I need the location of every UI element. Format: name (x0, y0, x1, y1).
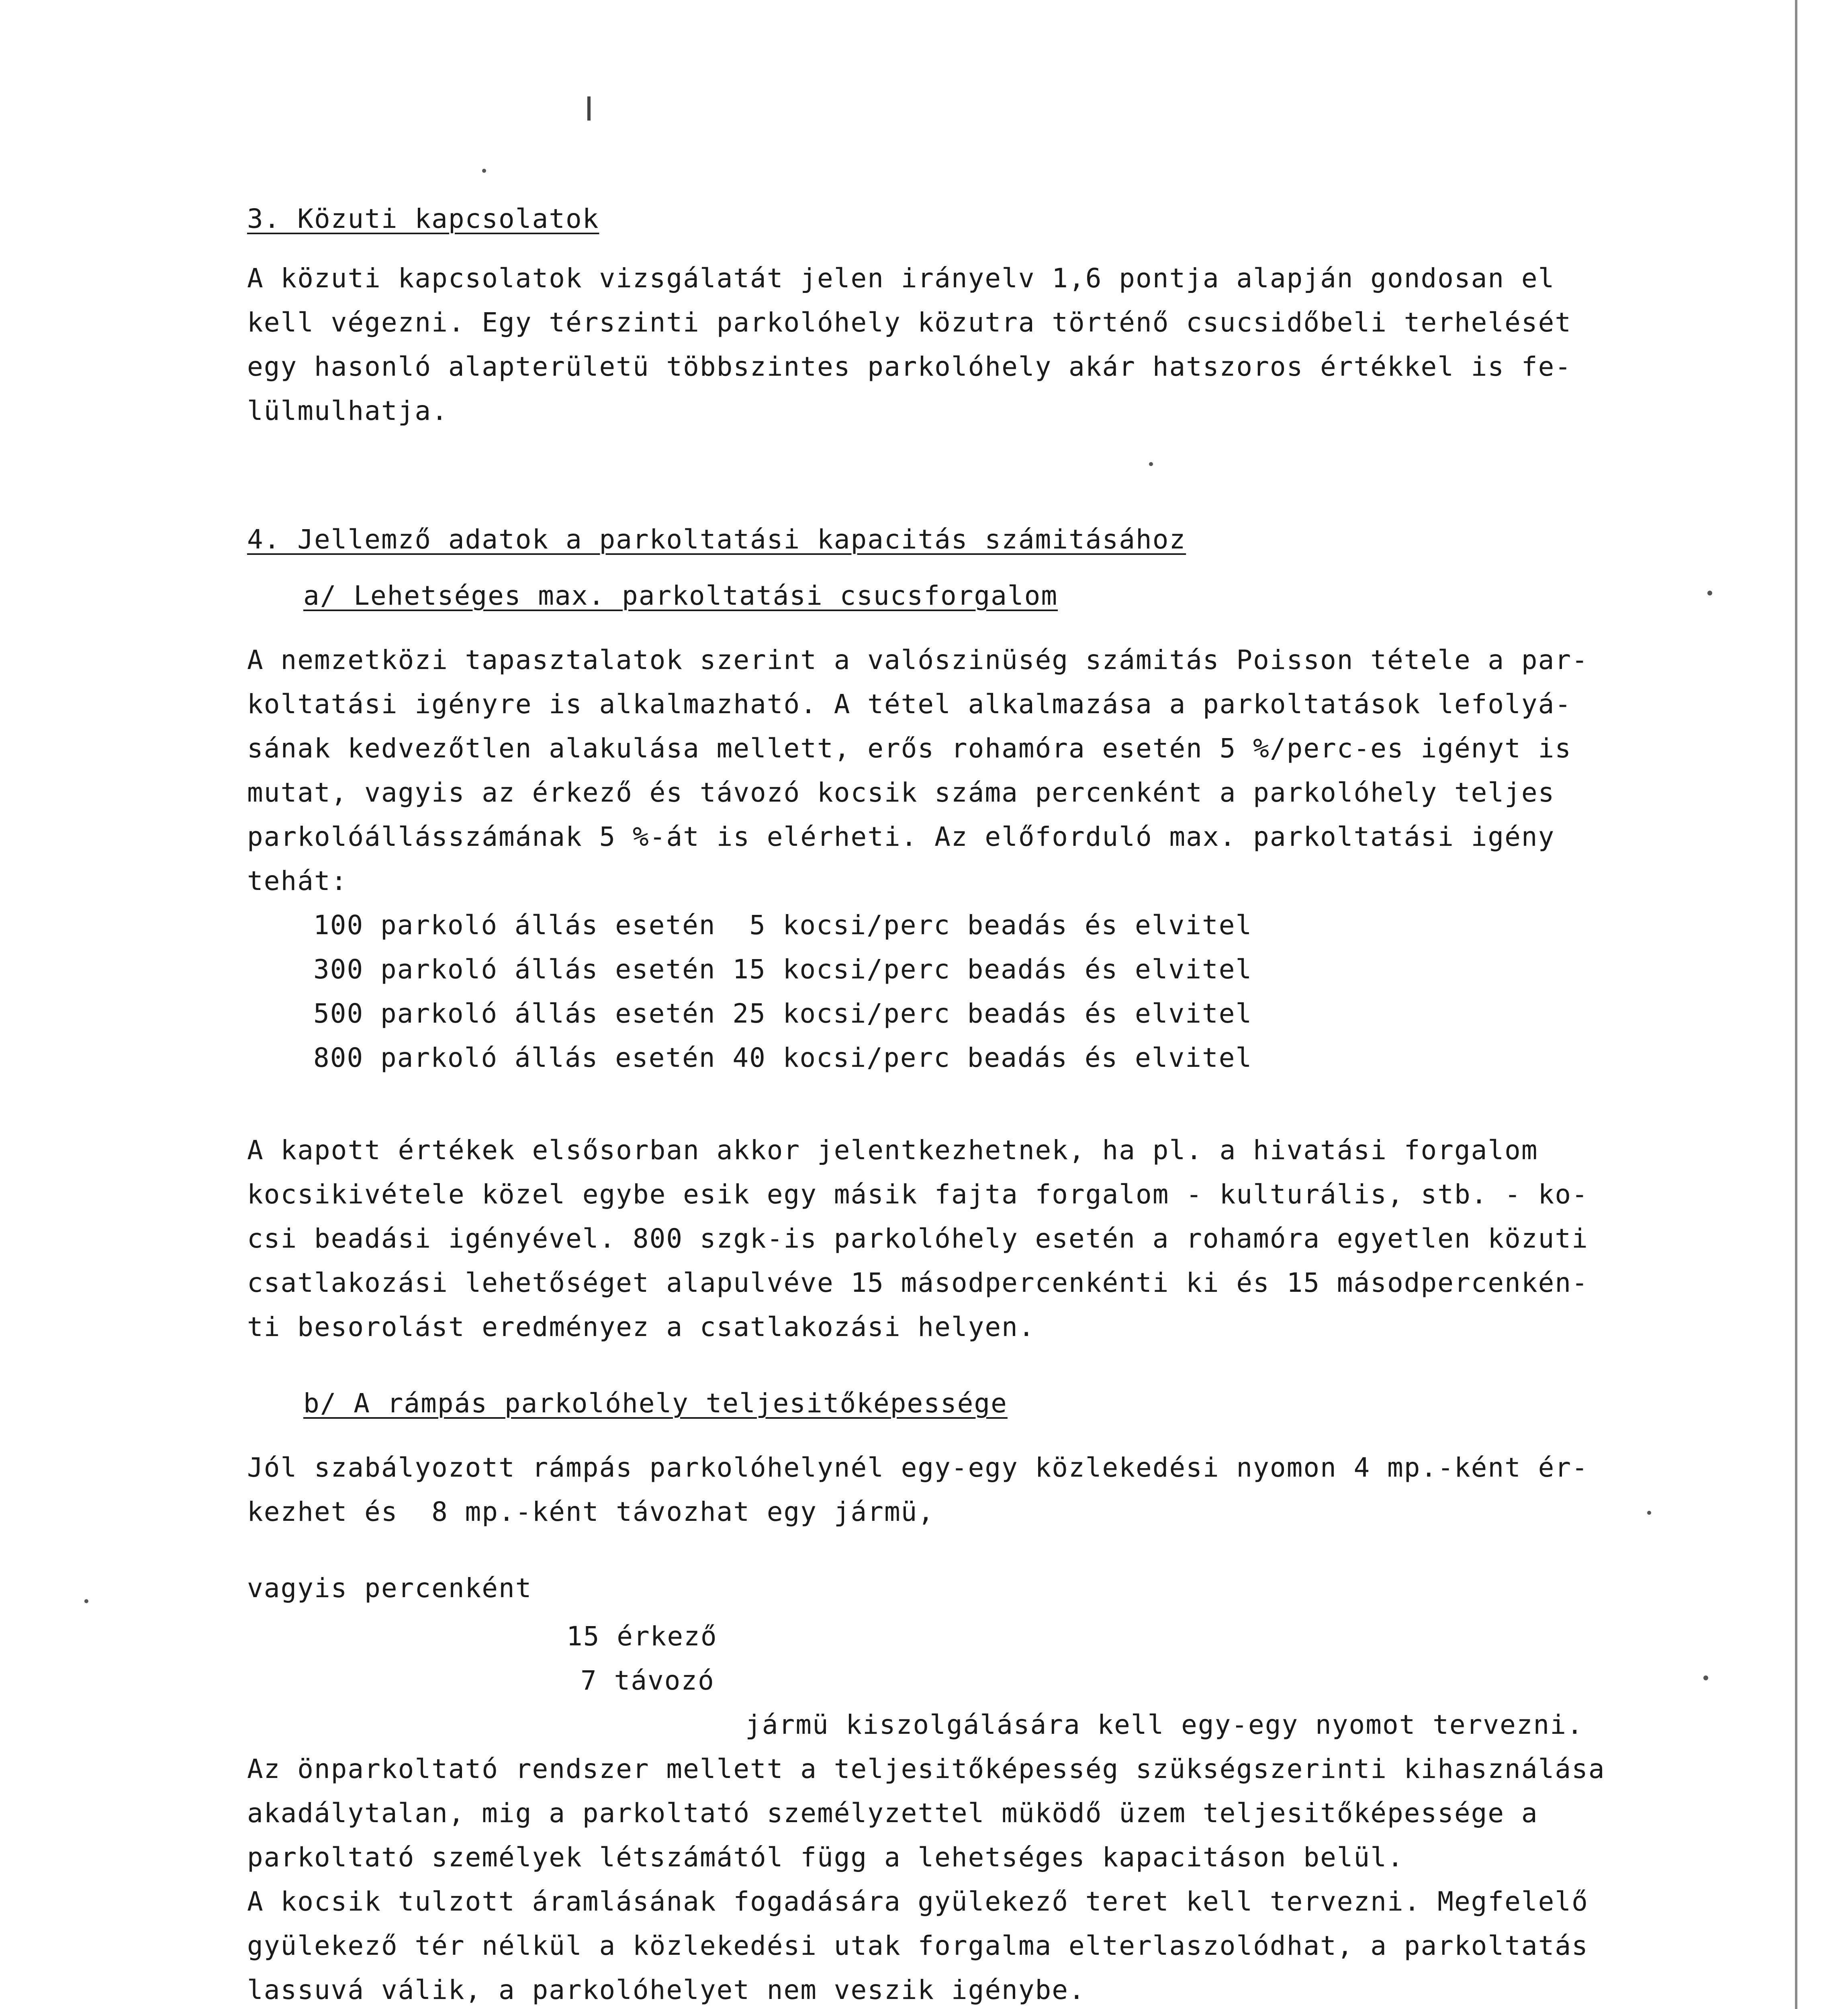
paragraph-line: lassuvá válik, a parkolóhelyet nem veszik igénybe. (247, 1974, 1085, 2005)
scan-edge-line (1795, 0, 1797, 2009)
scan-speck (482, 169, 486, 173)
paragraph-line: A nemzetközi tapasztalatok szerint a valószinüség számitás Poisson tétele a par- (247, 644, 1588, 675)
subsection-a-heading: a/ Lehetséges max. parkoltatási csucsforgalom (303, 580, 1058, 611)
paragraph-line: lülmulhatja. (247, 395, 448, 426)
paragraph-line: parkolóállásszámának 5 %-át is elérheti. Az előforduló max. parkoltatási igény (247, 821, 1555, 852)
per-minute-label: vagyis percenként (247, 1573, 532, 1604)
capacity-row-500: 500 parkoló állás esetén 25 kocsi/perc beadás és elvitel (313, 998, 1253, 1029)
paragraph-line: mutat, vagyis az érkező és távozó kocsik száma percenként a parkolóhely teljes (247, 777, 1555, 808)
scan-speck (1149, 462, 1153, 466)
paragraph-line: sának kedvezőtlen alakulása mellett, erős rohamóra esetén 5 %/perc-es igényt is (247, 733, 1572, 764)
paragraph-line: A közuti kapcsolatok vizsgálatát jelen irányelv 1,6 pontja alapján gondosan el (247, 263, 1555, 294)
capacity-row-800: 800 parkoló állás esetén 40 kocsi/perc beadás és elvitel (313, 1042, 1253, 1073)
departures-value: 7 távozó (581, 1665, 715, 1696)
scan-speck (1707, 591, 1712, 595)
paragraph-line: kell végezni. Egy térszinti parkolóhely közutra történő csucsidőbeli terhelését (247, 307, 1572, 338)
paragraph-line: kocsikivétele közel egybe esik egy másik fajta forgalom - kulturális, stb. - ko- (247, 1179, 1588, 1210)
paragraph-line: A kocsik tulzott áramlásának fogadására gyülekező teret kell tervezni. Megfelelő (247, 1886, 1588, 1917)
scan-speck (84, 1599, 88, 1603)
paragraph-line: akadálytalan, mig a parkoltató személyzettel müködő üzem teljesitőképessége a (247, 1798, 1538, 1829)
scan-mark (587, 96, 591, 121)
paragraph-line: gyülekező tér nélkül a közlekedési utak forgalma elterlaszolódhat, a parkoltatás (247, 1930, 1588, 1961)
paragraph-line: csi beadási igényével. 800 szgk-is parkolóhely esetén a rohamóra egyetlen közuti (247, 1223, 1588, 1254)
paragraph-line: koltatási igényre is alkalmazható. A tétel alkalmazása a parkoltatások lefolyá- (247, 689, 1572, 720)
paragraph-line: tehát: (247, 865, 348, 896)
scan-speck (1703, 1676, 1708, 1680)
paragraph-line: parkoltató személyek létszámától függ a lehetséges kapacitáson belül. (247, 1842, 1404, 1873)
section-3-heading: 3. Közuti kapcsolatok (247, 203, 599, 234)
paragraph-line: ti besorolást eredményez a csatlakozási helyen. (247, 1311, 1035, 1342)
paragraph-line: kezhet és 8 mp.-ként távozhat egy jármü, (247, 1496, 935, 1527)
capacity-row-300: 300 parkoló állás esetén 15 kocsi/perc beadás és elvitel (313, 954, 1253, 985)
subsection-b-heading: b/ A rámpás parkolóhely teljesitőképessége (303, 1388, 1008, 1419)
scan-speck (1647, 1511, 1651, 1515)
paragraph-line: Az önparkoltató rendszer mellett a teljesitőképesség szükségszerinti kihasználása (247, 1753, 1605, 1784)
paragraph-line: jármü kiszolgálására kell egy-egy nyomot tervezni. (745, 1709, 1584, 1740)
paragraph-line: Jól szabályozott rámpás parkolóhelynél egy-egy közlekedési nyomon 4 mp.-ként ér- (247, 1452, 1588, 1483)
section-4-heading: 4. Jellemző adatok a parkoltatási kapacitás számitásához (247, 524, 1186, 555)
arrivals-value: 15 érkező (566, 1621, 718, 1652)
capacity-row-100: 100 parkoló állás esetén 5 kocsi/perc beadás és elvitel (313, 910, 1253, 941)
paragraph-line: csatlakozási lehetőséget alapulvéve 15 másodpercenkénti ki és 15 másodpercenkén- (247, 1267, 1588, 1298)
paragraph-line: egy hasonló alapterületü többszintes parkolóhely akár hatszoros értékkel is fe- (247, 351, 1572, 382)
paragraph-line: A kapott értékek elsősorban akkor jelentkezhetnek, ha pl. a hivatási forgalom (247, 1135, 1538, 1166)
